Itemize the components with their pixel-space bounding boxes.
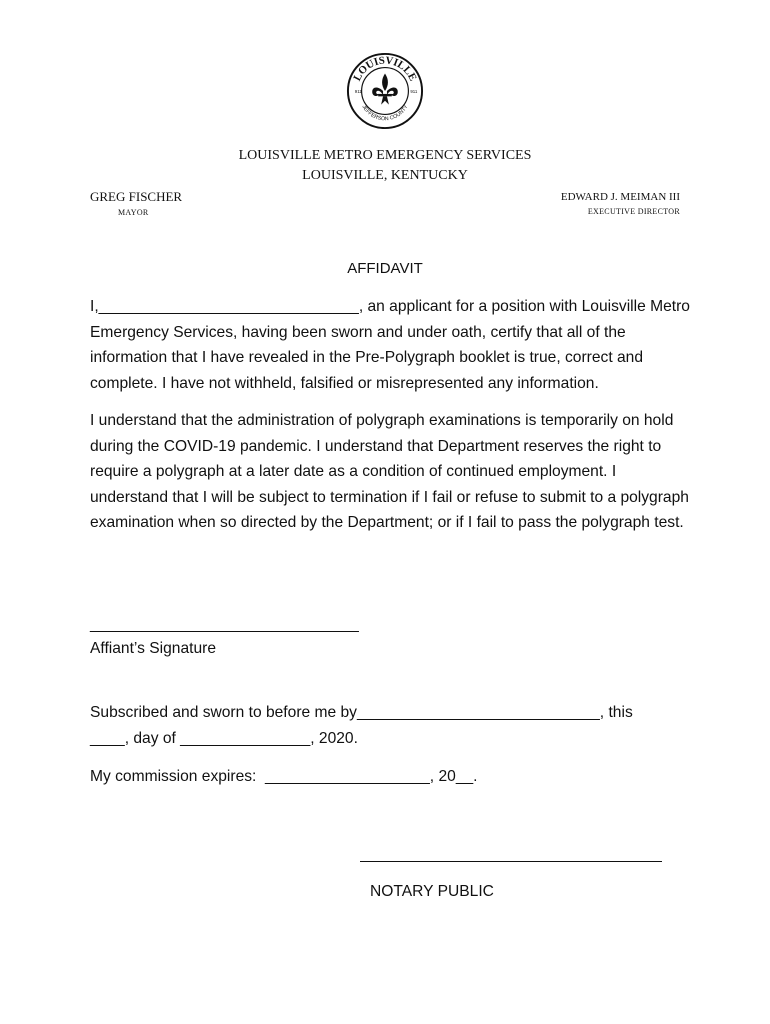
director-title: EXECUTIVE DIRECTOR <box>587 207 680 216</box>
affiant-signature-label: Affiant’s Signature <box>90 640 216 657</box>
affiant-signature-line: _______________________________ <box>90 616 359 633</box>
fleur-de-lis-icon <box>372 73 398 104</box>
org-location: LOUISVILLE, KENTUCKY <box>302 168 468 183</box>
seal-right-text: 911 <box>410 88 418 94</box>
mayor-name: GREG FISCHER <box>90 189 183 204</box>
document-title: AFFIDAVIT <box>347 260 423 277</box>
affidavit-paragraph-1: I,______________________________, an applicant for a position with Louisville Metro Emergency Services, having been sworn and under oath, certify that all of the information that I have revealed in the Pre-Polygraph booklet is true, correct and complete. I have not withheld, falsified or misrepresented any information. <box>90 298 690 392</box>
director-name: EDWARD J. MEIMAN III <box>560 191 680 203</box>
notary-signature-line <box>360 861 662 862</box>
affidavit-paragraph-2: I understand that the administration of polygraph examinations is temporarily on hold during the COVID-19 pandemic. I understand that Department reserves the right to require a polygraph at a later date as a condition of continued employment. I understand that I will be subject to termination if I fail or refuse to submit to a polygraph examination when so directed by the Department; or if I fail to pass the polygraph test. <box>90 412 689 532</box>
commission-expires-line: My commission expires: ___________________, 20__. <box>90 768 478 785</box>
sworn-statement-line-2: ____, day of _______________, 2020. <box>90 730 358 747</box>
louisville-seal-logo <box>346 52 424 130</box>
seal-top-text: LOUISVILLE <box>351 54 419 84</box>
org-name: LOUISVILLE METRO EMERGENCY SERVICES <box>238 148 532 163</box>
sworn-statement-line-1: Subscribed and sworn to before me by____________________________, this <box>90 704 633 721</box>
mayor-title: MAYOR <box>118 208 149 217</box>
notary-public-label: NOTARY PUBLIC <box>370 883 494 900</box>
seal-bottom-text: JEFFERSON COUNTY <box>360 104 410 123</box>
seal-left-text: 911 <box>354 88 362 94</box>
